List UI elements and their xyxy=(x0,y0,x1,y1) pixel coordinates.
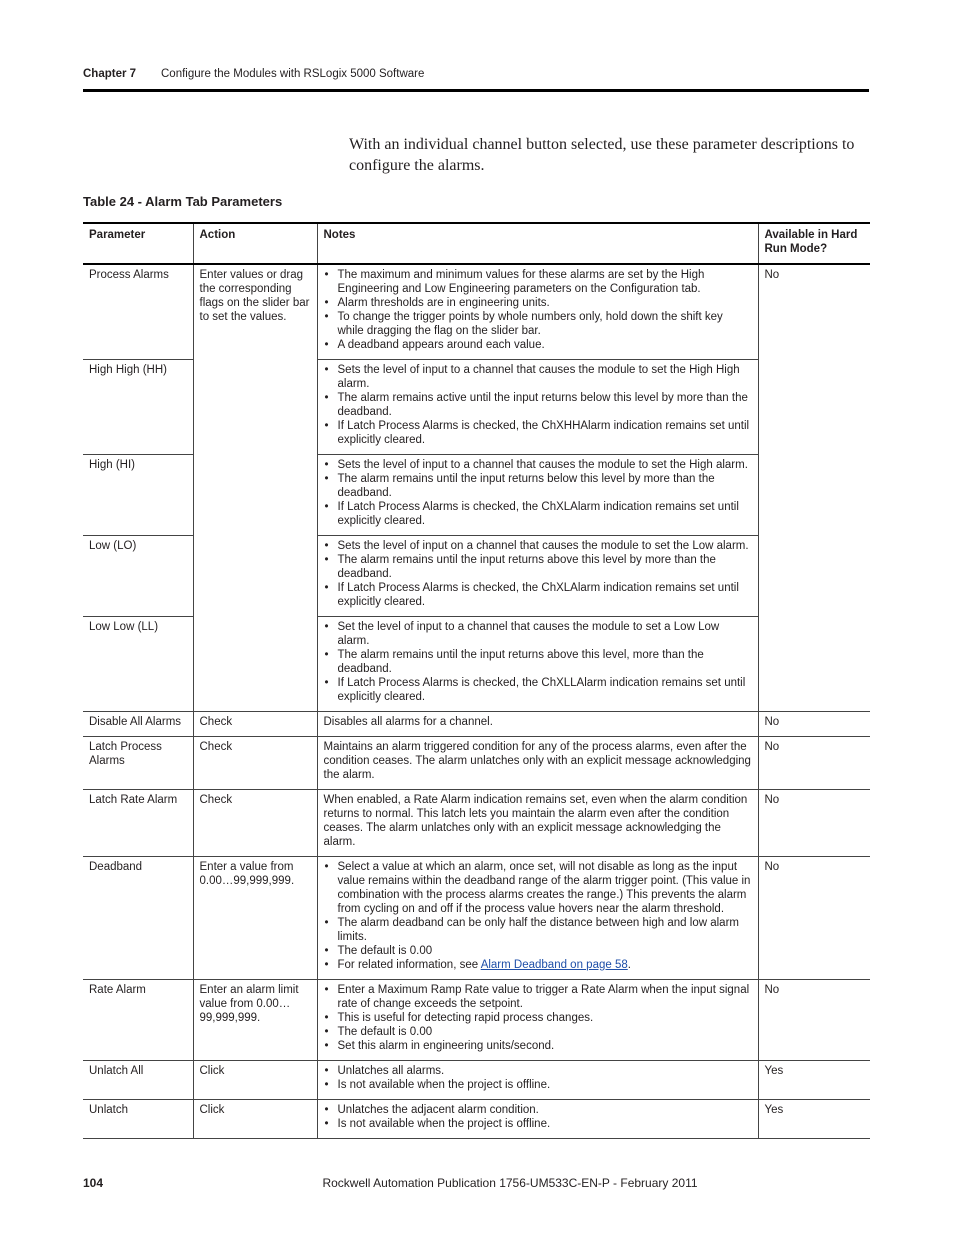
notes-cell xyxy=(317,617,758,712)
list-item: • This is useful for detecting rapid process changes. xyxy=(324,1011,752,1025)
available-cell: No xyxy=(758,857,870,980)
param-cell: Low Low (LL) xyxy=(83,617,193,712)
notes-cell xyxy=(317,536,758,617)
table-row xyxy=(83,264,870,360)
list-item: • Is not available when the project is offline. xyxy=(324,1078,752,1092)
table-row xyxy=(83,712,870,737)
header-notes: Notes xyxy=(317,223,758,264)
related-suffix: . xyxy=(627,959,631,971)
list-item: • If Latch Process Alarms is checked, the ChXLLAlarm indication remains set until explicitly cleared. xyxy=(324,676,752,704)
list-item: • The alarm remains until the input returns above this level by more than the deadband. xyxy=(324,553,752,581)
list-item: • The alarm remains until the input returns below this level by more than the deadband. xyxy=(324,472,752,500)
list-item: • If Latch Process Alarms is checked, the ChXLAlarm indication remains set until explicitly cleared. xyxy=(324,581,752,609)
list-item: • Set the level of input to a channel that causes the module to set a Low Low alarm. xyxy=(324,620,752,648)
param-cell: High High (HH) xyxy=(83,360,193,455)
list-item: • Sets the level of input on a channel that causes the module to set the Low alarm. xyxy=(324,539,752,553)
notes-cell xyxy=(317,264,758,360)
list-item: • The maximum and minimum values for these alarms are set by the High Engineering and Low Engineering parameters on the Configuration tab. xyxy=(324,268,752,296)
notes-cell xyxy=(317,857,758,980)
list-item: • Unlatches all alarms. xyxy=(324,1064,752,1078)
param-cell: Low (LO) xyxy=(83,536,193,617)
list-item: • Sets the level of input to a channel that causes the module to set the High alarm. xyxy=(324,458,752,472)
available-cell: No xyxy=(758,790,870,857)
page-number: 104 xyxy=(83,1176,104,1190)
param-cell: Unlatch All xyxy=(83,1061,193,1100)
list-item: • The alarm remains active until the input returns below this level by more than the deadband. xyxy=(324,391,752,419)
chapter-title: Configure the Modules with RSLogix 5000 Software xyxy=(161,68,425,80)
alarm-parameters-table xyxy=(83,222,870,1139)
available-cell: No xyxy=(758,264,870,712)
action-cell: Check xyxy=(193,737,317,790)
list-item: • Alarm thresholds are in engineering units. xyxy=(324,296,752,310)
header-available: Available in Hard Run Mode? xyxy=(758,223,870,264)
table-row xyxy=(83,737,870,790)
list-item: • A deadband appears around each value. xyxy=(324,338,752,352)
table-row xyxy=(83,857,870,980)
header-parameter: Parameter xyxy=(83,223,193,264)
list-item: • Enter a Maximum Ramp Rate value to trigger a Rate Alarm when the input signal rate of change exceeds the setpoint. xyxy=(324,983,752,1011)
intro-paragraph: With an individual channel button selected, use these parameter descriptions to configure the alarms. xyxy=(349,136,855,174)
table-header-row xyxy=(83,223,870,264)
notes-cell xyxy=(317,455,758,536)
param-cell: Deadband xyxy=(83,857,193,980)
available-cell: Yes xyxy=(758,1100,870,1139)
list-item: • Unlatches the adjacent alarm condition. xyxy=(324,1103,752,1117)
alarm-deadband-link[interactable]: Alarm Deadband on page 58 xyxy=(480,959,628,971)
list-item: • To change the trigger points by whole numbers only, hold down the shift key while dragging the flag on the slider bar. xyxy=(324,310,752,338)
param-cell: Unlatch xyxy=(83,1100,193,1139)
publication-info: Rockwell Automation Publication 1756-UM533C-EN-P - February 2011 xyxy=(322,1176,698,1190)
list-item: • If Latch Process Alarms is checked, the ChXLAlarm indication remains set until explicitly cleared. xyxy=(324,500,752,528)
action-cell: Enter an alarm limit value from 0.00…99,999,999. xyxy=(193,980,317,1061)
list-item: • The default is 0.00 xyxy=(324,944,752,958)
param-cell: Process Alarms xyxy=(83,264,193,360)
table-caption: Table 24 - Alarm Tab Parameters xyxy=(83,194,283,209)
action-cell: Enter values or drag the corresponding flags on the slider bar to set the values. xyxy=(193,264,317,712)
list-item: • The alarm deadband can be only half the distance between high and low alarm limits. xyxy=(324,916,752,944)
notes-cell xyxy=(317,980,758,1061)
notes-cell xyxy=(317,1100,758,1139)
header-action: Action xyxy=(193,223,317,264)
param-cell: Latch Rate Alarm xyxy=(83,790,193,857)
param-cell: Disable All Alarms xyxy=(83,712,193,737)
list-item: • If Latch Process Alarms is checked, the ChXHHAlarm indication remains set until explicitly cleared. xyxy=(324,419,752,447)
param-cell: High (HI) xyxy=(83,455,193,536)
action-cell: Enter a value from 0.00…99,999,999. xyxy=(193,857,317,980)
chapter-label: Chapter 7 xyxy=(83,68,137,80)
list-item: • The default is 0.00 xyxy=(324,1025,752,1039)
notes-cell: Maintains an alarm triggered condition for any of the process alarms, even after the condition ceases. The alarm unlatches only with an explicit message acknowledging the alarm. xyxy=(317,737,758,790)
action-cell: Check xyxy=(193,712,317,737)
notes-cell xyxy=(317,360,758,455)
notes-cell: Disables all alarms for a channel. xyxy=(317,712,758,737)
param-cell: Rate Alarm xyxy=(83,980,193,1061)
action-cell: Check xyxy=(193,790,317,857)
list-item: • Set this alarm in engineering units/second. xyxy=(324,1039,752,1053)
table-row xyxy=(83,1100,870,1139)
available-cell: No xyxy=(758,980,870,1061)
param-cell: Latch Process Alarms xyxy=(83,737,193,790)
list-item: • Select a value at which an alarm, once set, will not disable as long as the input value remains within the deadband range of the alarm trigger point. (This value in combination with the process alarms creates the range.) This prevents the alarm from cycling on and off if the process value hovers near the alarm threshold. xyxy=(324,860,752,916)
action-cell: Click xyxy=(193,1061,317,1100)
list-item xyxy=(324,958,752,972)
list-item: • Sets the level of input to a channel that causes the module to set the High High alarm. xyxy=(324,363,752,391)
table-row xyxy=(83,790,870,857)
list-item: • The alarm remains until the input returns above this level, more than the deadband. xyxy=(324,648,752,676)
table-row xyxy=(83,1061,870,1100)
table-row xyxy=(83,980,870,1061)
list-item: • Is not available when the project is offline. xyxy=(324,1117,752,1131)
related-prefix: For related information, see xyxy=(337,959,481,971)
available-cell: No xyxy=(758,737,870,790)
page-header xyxy=(83,66,869,82)
action-cell: Click xyxy=(193,1100,317,1139)
notes-cell xyxy=(317,1061,758,1100)
available-cell: Yes xyxy=(758,1061,870,1100)
notes-cell: When enabled, a Rate Alarm indication remains set, even when the alarm condition returns to normal. This latch lets you maintain the alarm even after the condition ceases. The alarm unlatches only with an explicit message acknowledging the alarm. xyxy=(317,790,758,857)
available-cell: No xyxy=(758,712,870,737)
header-rule xyxy=(83,89,869,92)
